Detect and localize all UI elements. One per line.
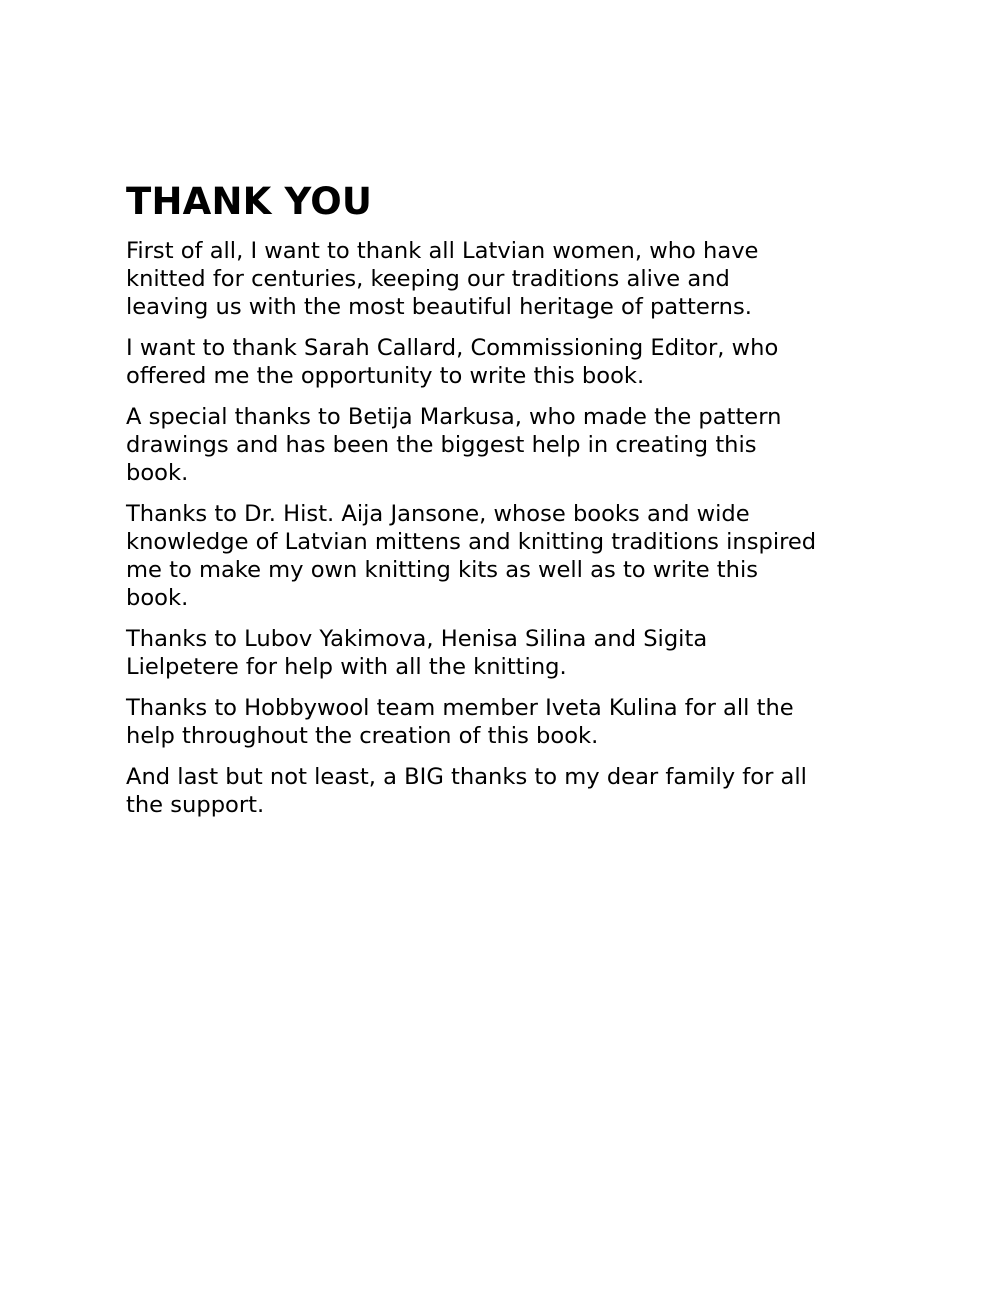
text-line: help throughout the creation of this book. bbox=[126, 723, 599, 749]
text-line: knitted for centuries, keeping our traditions alive and bbox=[126, 266, 730, 292]
text-line: Thanks to Lubov Yakimova, Henisa Silina and Sigita bbox=[126, 626, 708, 652]
text-line: book. bbox=[126, 460, 189, 486]
paragraph-historian bbox=[126, 500, 886, 612]
text-line: Thanks to Hobbywool team member Iveta Kulina for all the bbox=[126, 695, 794, 721]
text-line: leaving us with the most beautiful heritage of patterns. bbox=[126, 294, 752, 320]
text-line: A special thanks to Betija Markusa, who made the pattern bbox=[126, 404, 782, 430]
text-line: Lielpetere for help with all the knitting. bbox=[126, 654, 567, 680]
page-title: THANK YOU bbox=[126, 180, 373, 223]
text-line: offered me the opportunity to write this book. bbox=[126, 363, 645, 389]
paragraph-knitters bbox=[126, 625, 886, 681]
text-line: And last but not least, a BIG thanks to my dear family for all bbox=[126, 764, 807, 790]
text-line: Thanks to Dr. Hist. Aija Jansone, whose books and wide bbox=[126, 501, 750, 527]
text-line: book. bbox=[126, 585, 189, 611]
text-line: drawings and has been the biggest help in creating this bbox=[126, 432, 757, 458]
text-line: I want to thank Sarah Callard, Commissioning Editor, who bbox=[126, 335, 779, 361]
page-content bbox=[126, 178, 886, 832]
paragraph-editor bbox=[126, 334, 886, 390]
text-line: knowledge of Latvian mittens and knitting traditions inspired bbox=[126, 529, 817, 555]
text-line: me to make my own knitting kits as well as to write this bbox=[126, 557, 759, 583]
paragraph-latvian-women bbox=[126, 237, 886, 321]
paragraph-family bbox=[126, 763, 886, 819]
paragraph-hobbywool bbox=[126, 694, 886, 750]
paragraph-pattern-drawings bbox=[126, 403, 886, 487]
text-line: the support. bbox=[126, 792, 265, 818]
text-line: First of all, I want to thank all Latvian women, who have bbox=[126, 238, 759, 264]
